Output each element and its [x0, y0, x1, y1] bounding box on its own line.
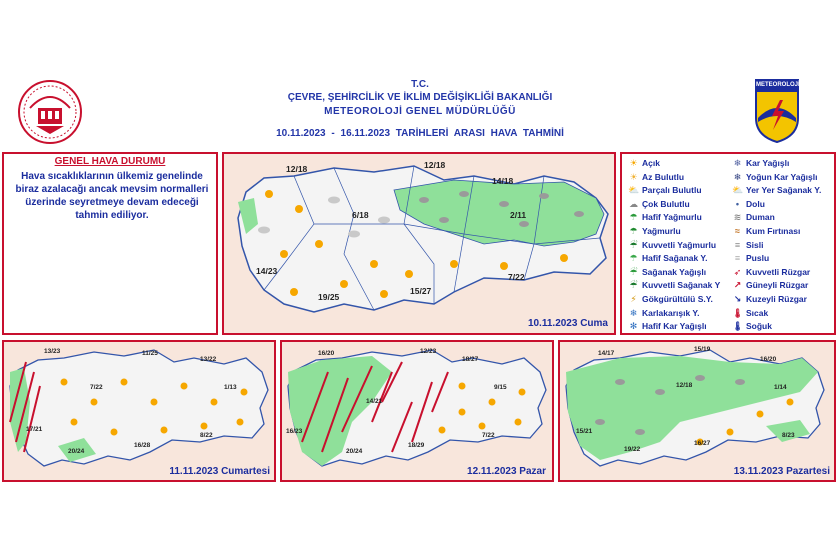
legend-item	[732, 171, 817, 183]
temp-label: 13/23	[44, 348, 61, 355]
legend-label: Kuvvetli Yağmurlu	[642, 239, 717, 250]
heavy-snow-icon: ❄	[733, 171, 742, 182]
legend-item	[628, 239, 716, 251]
map-date-label: 13.11.2023 Pazartesi	[733, 466, 830, 477]
cloudy-icon: ☁	[629, 198, 638, 209]
legend-label: Sıcak	[746, 307, 769, 318]
header-directorate: METEOROLOJİ GENEL MÜDÜRLÜĞÜ	[324, 106, 516, 117]
legend-item	[732, 252, 769, 264]
legend-label: Hafif Kar Yağışlı	[642, 321, 707, 332]
cold-icon: 🌡	[732, 321, 744, 332]
sleet-icon: ❄	[629, 307, 638, 318]
temp-label: 7/22	[482, 432, 495, 439]
legend-label: Güneyli Rüzgar	[746, 280, 809, 291]
temp-label: 8/22	[200, 432, 213, 439]
forecast-map-day4	[558, 340, 836, 482]
legend-item	[628, 293, 713, 305]
temp-label: 8/23	[782, 432, 795, 439]
rain-icon: ☂	[629, 226, 638, 236]
partly-cloudy-icon: ⛅	[628, 185, 640, 196]
legend-label: Yağmurlu	[642, 226, 681, 236]
temp-label: 16/20	[318, 350, 335, 357]
legend-item	[732, 157, 789, 169]
sun-icon: ☀	[629, 158, 638, 168]
temp-label: 11/25	[142, 350, 158, 357]
map-date-label: 12.11.2023 Pazar	[467, 466, 546, 477]
legend-label: Hafif Sağanak Y.	[642, 253, 708, 264]
legend-label: Kum Fırtınası	[746, 226, 801, 236]
hot-icon: 🌡	[732, 307, 744, 318]
legend-item	[628, 198, 690, 210]
summary-text: Hava sıcaklıklarının ülkemiz genelinde biraz azalacağı ancak mevsim normalleri üzerinde seyretmeye devam edeceği tahmin ediliyor.	[15, 171, 209, 221]
map-date-label: 10.11.2023 Cuma	[527, 318, 608, 329]
legend-label: Kuvvetli Rüzgar	[746, 266, 811, 277]
legend-label: Kuzeyli Rüzgar	[746, 294, 807, 304]
temp-label: 18/27	[462, 356, 479, 363]
legend-item	[732, 239, 763, 251]
south-wind-icon: ↗	[733, 280, 742, 291]
temp-label: 16/23	[286, 428, 303, 435]
temp-label: 18/29	[408, 442, 425, 449]
legend-item	[732, 225, 800, 237]
legend-label: Kuvvetli Sağanak Y	[642, 280, 721, 291]
temp-label: 15/27	[410, 286, 432, 296]
legend-item	[732, 293, 807, 305]
legend-label: Parçalı Bulutlu	[642, 185, 702, 196]
legend-item	[732, 307, 768, 319]
meteorology-logo-text: METEOROLOJİ	[756, 82, 800, 88]
heavy-shower-icon: ☔	[629, 280, 638, 291]
temp-label: 14/18	[492, 176, 514, 186]
temp-label: 15/19	[694, 346, 711, 353]
forecast-map-day2	[2, 340, 276, 482]
thunder-icon: ⚡	[630, 294, 637, 304]
legend-label: Soğuk	[746, 321, 772, 332]
legend-item	[628, 211, 702, 223]
legend-label: Açık	[642, 158, 660, 168]
legend-label: Kar Yağışlı	[746, 158, 790, 168]
legend-label: Puslu	[746, 253, 770, 264]
legend-label: Sisli	[746, 239, 764, 250]
shower-icon: ☔	[629, 266, 638, 277]
header-forecast-period: 10.11.2023 - 16.11.2023 TARİHLERİ ARASI HAVA TAHMİNİ	[276, 128, 564, 139]
temp-label: 14/23	[256, 266, 278, 276]
temp-label: 16/27	[694, 440, 711, 447]
sandstorm-icon: ≈	[735, 226, 740, 236]
legend-item	[732, 184, 821, 196]
heavy-rain-icon: ☔	[629, 239, 638, 250]
temp-label: 19/25	[318, 292, 340, 302]
legend-item	[628, 320, 707, 332]
temp-label: 14/17	[598, 350, 615, 357]
temp-label: 2/11	[510, 210, 527, 220]
map-date-label: 11.11.2023 Cumartesi	[169, 466, 270, 477]
legend-item	[628, 157, 660, 169]
temp-label: 19/22	[624, 446, 641, 453]
temp-label: 12/23	[420, 348, 437, 355]
temp-label: 7/22	[90, 384, 103, 391]
temp-label: 20/24	[68, 448, 85, 455]
temp-label: 7/22	[508, 272, 525, 282]
weather-legend	[620, 152, 836, 335]
temp-label: 15/21	[576, 428, 593, 435]
fog-icon: ≡	[734, 239, 741, 250]
temp-label: 12/18	[424, 160, 446, 170]
temp-label: 6/18	[352, 210, 369, 220]
temp-label: 17/21	[26, 426, 43, 433]
header-line-tc: T.C.	[411, 79, 429, 90]
light-shower-icon: ☂	[629, 253, 638, 264]
temp-label: 14/21	[366, 398, 383, 405]
temp-label: 16/28	[134, 442, 151, 449]
legend-item	[628, 266, 706, 278]
legend-label: Hafif Yağmurlu	[642, 212, 702, 223]
light-snow-icon: ✻	[629, 321, 638, 332]
legend-label: Karlakarışık Y.	[642, 307, 700, 318]
light-rain-icon: ☂	[629, 212, 638, 223]
few-clouds-icon: ☀	[629, 171, 638, 182]
legend-label: Dolu	[746, 198, 765, 209]
temp-label: 20/24	[346, 448, 363, 455]
legend-item	[628, 252, 708, 264]
smoke-icon: ≋	[733, 212, 742, 223]
local-shower-icon: ⛅	[732, 185, 744, 196]
summary-title: GENEL HAVA DURUMU	[54, 156, 166, 167]
legend-item	[732, 266, 810, 278]
header-ministry: ÇEVRE, ŞEHİRCİLİK VE İKLİM DEĞİŞİKLİĞİ BAKANLIĞI	[287, 92, 553, 103]
legend-item	[732, 198, 765, 210]
general-weather-summary	[2, 152, 218, 335]
legend-item	[732, 320, 772, 332]
legend-label: Yer Yer Sağanak Y.	[746, 185, 822, 196]
temp-label: 9/15	[494, 384, 507, 391]
temp-label: 12/18	[676, 382, 693, 389]
ministry-logo	[16, 78, 84, 146]
hail-icon: •	[735, 198, 740, 209]
legend-label: Gökgürültülü S.Y.	[642, 294, 713, 304]
snow-icon: ❄	[733, 158, 742, 168]
forecast-map-day3	[280, 340, 554, 482]
legend-item	[628, 184, 702, 196]
legend-label: Duman	[746, 212, 775, 223]
forecast-map-day1	[222, 152, 616, 335]
legend-item	[732, 279, 808, 291]
legend-label: Çok Bulutlu	[642, 198, 690, 209]
temp-label: 1/14	[774, 384, 787, 391]
temp-label: 1/13	[224, 384, 237, 391]
legend-item	[732, 211, 775, 223]
north-wind-icon: ↘	[733, 294, 742, 304]
legend-item	[628, 171, 684, 183]
legend-item	[628, 279, 720, 291]
mist-icon: ≡	[734, 253, 741, 264]
temp-label: 12/18	[286, 164, 308, 174]
meteorology-logo	[754, 78, 800, 144]
temp-label: 13/22	[200, 356, 217, 363]
legend-item	[628, 225, 681, 237]
legend-label: Sağanak Yağışlı	[642, 266, 707, 277]
legend-label: Yoğun Kar Yağışlı	[746, 171, 818, 182]
legend-label: Az Bulutlu	[642, 171, 685, 182]
strong-wind-icon: ➶	[733, 266, 742, 277]
temp-label: 16/20	[760, 356, 777, 363]
legend-item	[628, 307, 700, 319]
